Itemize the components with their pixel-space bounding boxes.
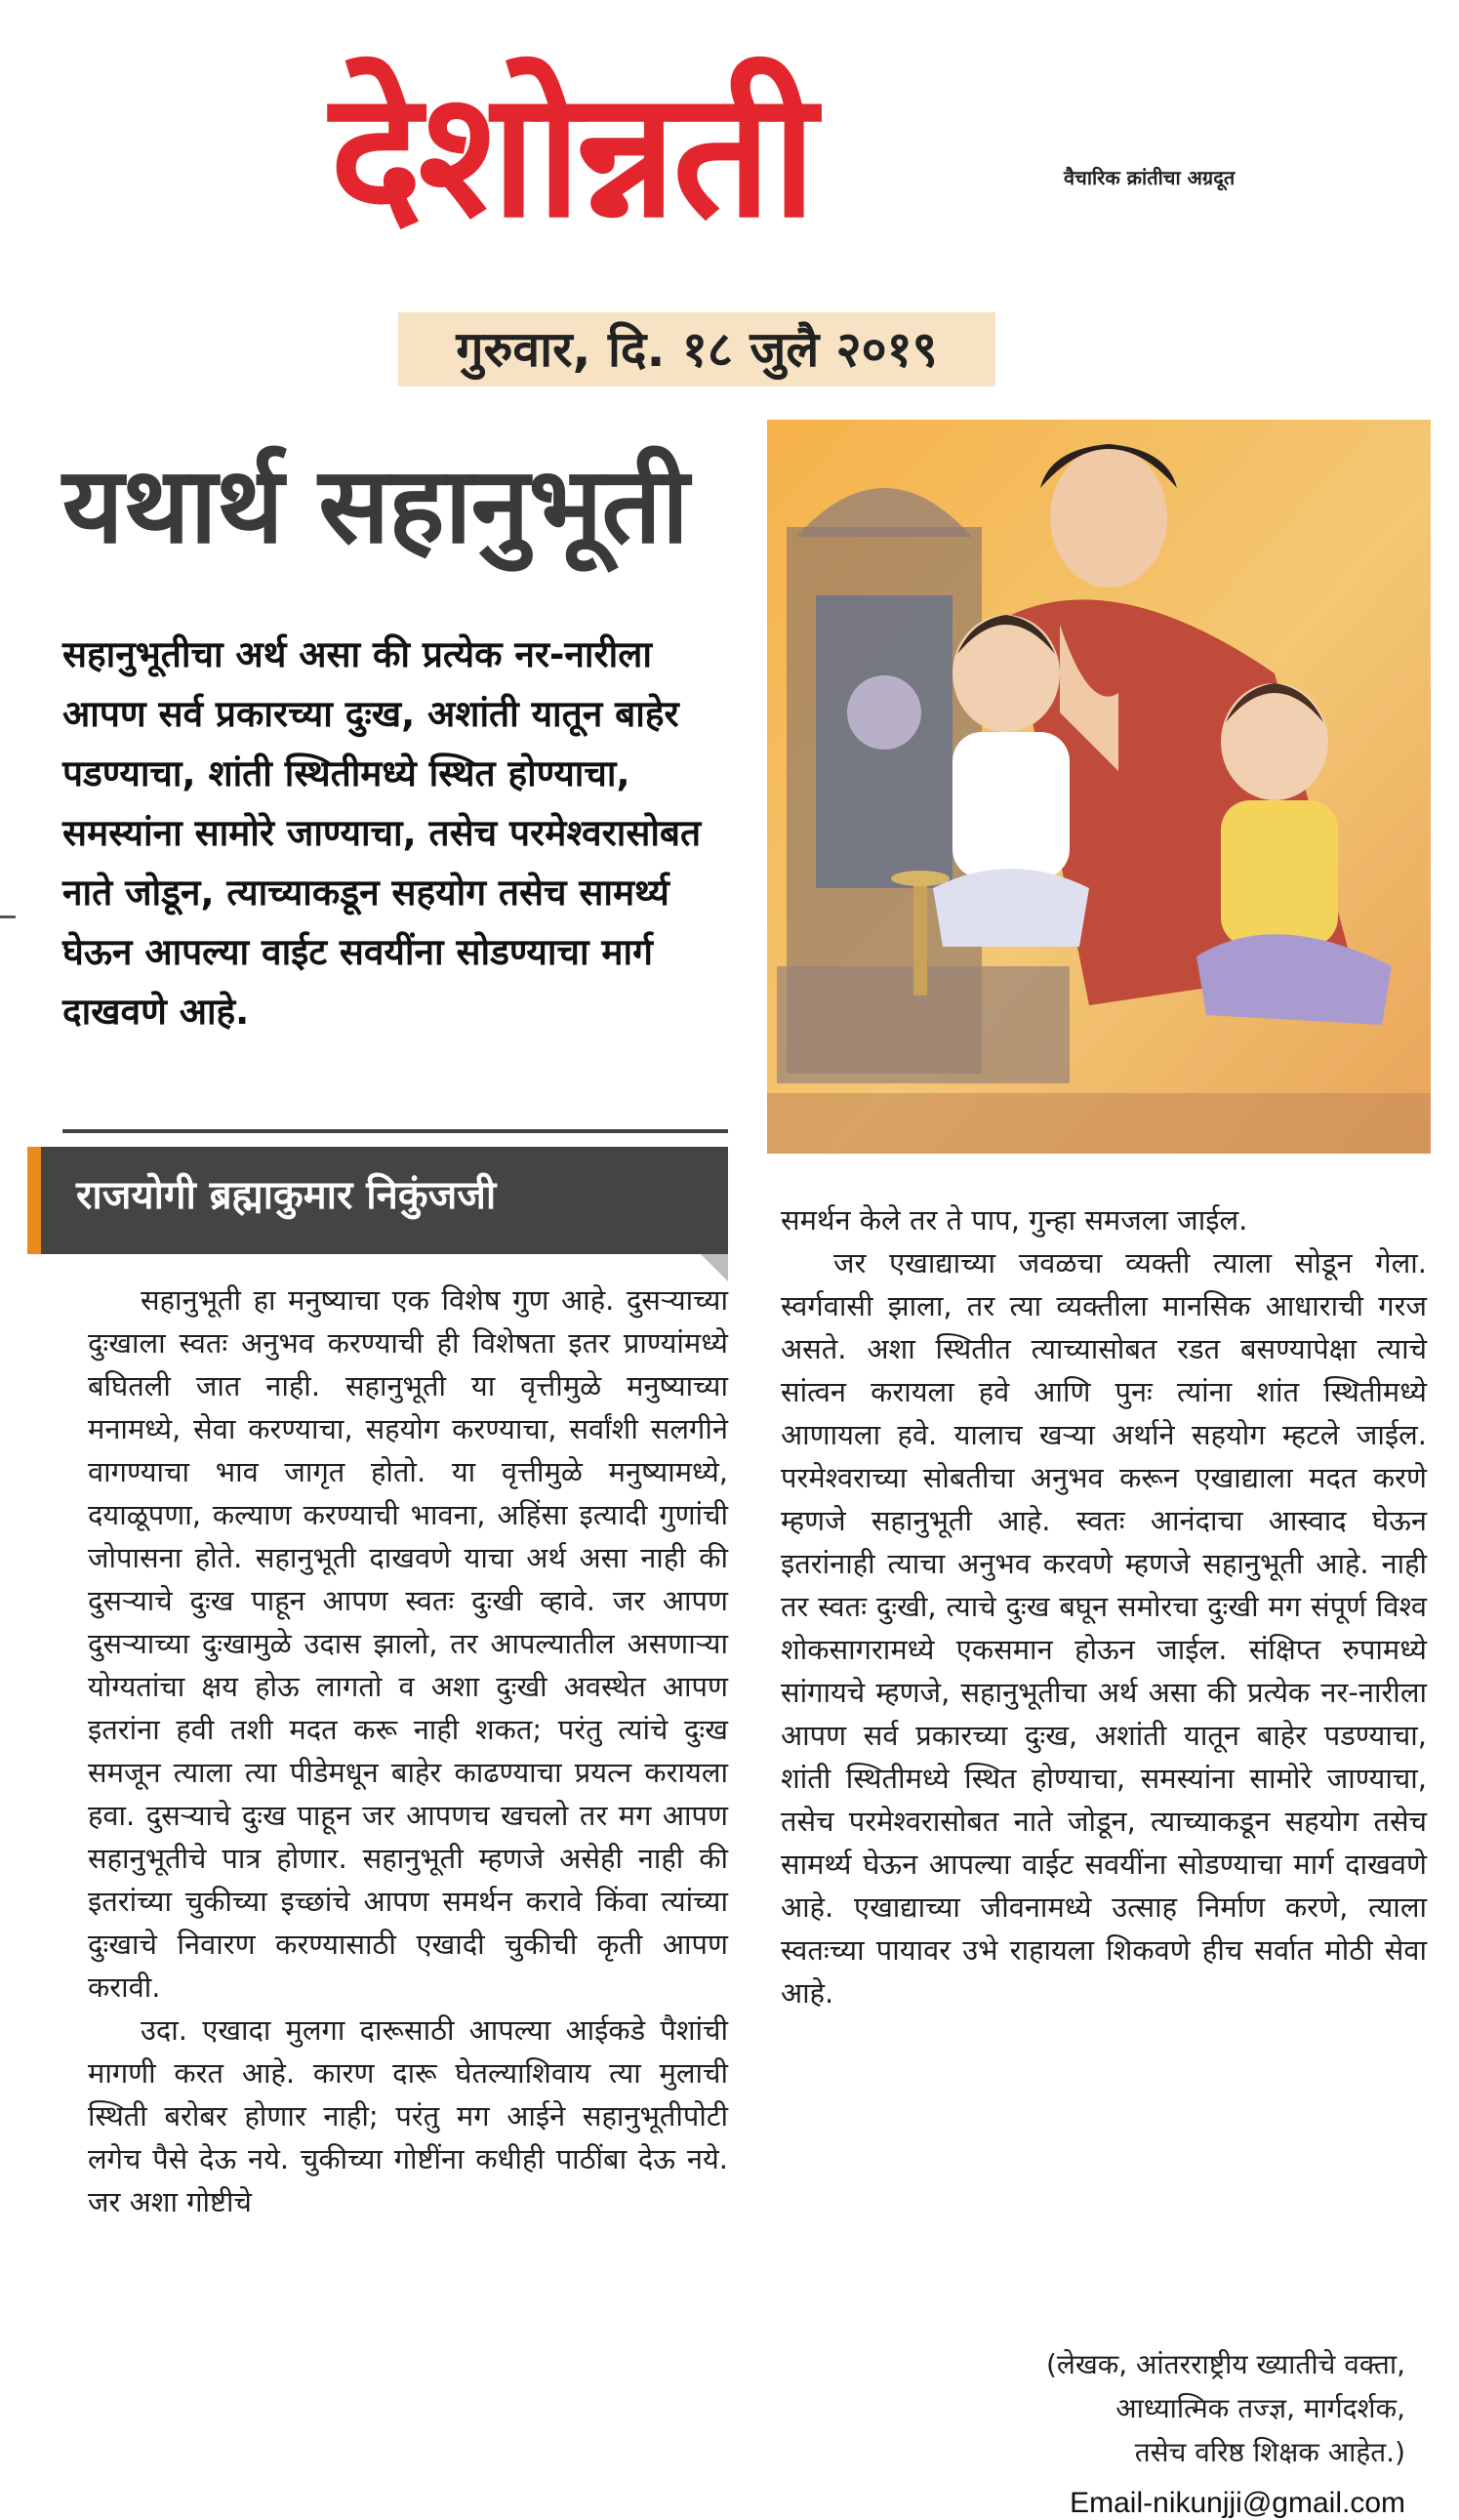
newspaper-tagline: वैचारिक क्रांतीचा अग्रदूत — [1064, 166, 1236, 189]
margin-mark — [0, 915, 16, 918]
article-headline: यथार्थ सहानुभूती — [62, 445, 688, 567]
author-note-line: तसेच वरिष्ठ शिक्षक आहेत.) — [1134, 2436, 1405, 2468]
author-byline: राजयोगी ब्रह्माकुमार निकुंजजी — [76, 1173, 497, 1218]
byline-fold-corner — [701, 1254, 728, 1281]
article-intro: सहानुभूतीचा अर्थ असा की प्रत्येक नर-नारीला आपण सर्व प्रकारच्या दुःख, अशांती यातून बाहेर पडण्याचा, शांती स्थितीमध्ये स्थित होण्याचा, समस्यांना सामोरे जाण्याचा, तसेच परमेश्वरासोबत नाते जोडून, त्याच्याकडून सहयोग तसेच सामर्थ्य घेऊन आपल्या वाईट सवयींना सोडण्याचा मार्ग दाखवणे आहे. — [62, 633, 702, 1033]
newspaper-logo: देशोन्नती — [330, 54, 813, 256]
article-photo — [767, 420, 1431, 1154]
author-note-line: (लेखक, आंतरराष्ट्रीय ख्यातीचे वक्ता, — [1045, 2348, 1405, 2380]
paragraph: जर एखाद्याच्या जवळचा व्यक्ती त्याला सोडून गेला. स्वर्गवासी झाला, तर त्या व्यक्तीला मानसिक आधाराची गरज असते. अशा स्थितीत त्याच्यासोबत रडत बसण्यापेक्षा त्याचे सांत्वन करायला हवे आणि पुनः त्यांना शांत स्थितीमध्ये आणायला हवे. यालाच खऱ्या अर्थाने सहयोग म्हटले जाईल. परमेश्वराच्या सोबतीचा अनुभव करून एखाद्याला मदत करणे म्हणजे सहानुभूती आहे. स्वतः आनंदाचा आस्वाद घेऊन इतरांनाही त्याचा अनुभव करवणे म्हणजे सहानुभूती आहे. नाही तर स्वतः दुःखी, त्याचे दुःख बघून समोरचा दुःखी मग संपूर्ण विश्व शोकसागरामध्ये एकसमान होऊन जाईल. संक्षिप्त रुपामध्ये सांगायचे म्हणजे, सहानुभूतीचा अर्थ असा की प्रत्येक नर-नारीला आपण सर्व प्रकारच्या दुःख, अशांती यातून बाहेर पडण्याचा, शांती स्थितीमध्ये स्थित होण्याचा, समस्यांना सामोरे जाण्याचा, तसेच परमेश्वरासोबत नाते जोडून, त्याच्याकडून सहयोग तसेच सामर्थ्य घेऊन आपल्या वाईट सवयींना सोडण्याचा मार्ग दाखवणे आहे. एखाद्याच्या जीवनामध्ये उत्साह निर्माण करणे, त्याला स्वतःच्या पायावर उभे राहायला शिकवणे हीच सर्वात मोठी सेवा आहे. — [781, 1246, 1427, 2010]
paragraph-continuation: समर्थन केले तर ते पाप, गुन्हा समजला जाईल. — [781, 1203, 1248, 1237]
paragraph: उदा. एखादा मुलगा दारूसाठी आपल्या आईकडे पैशांची मागणी करत आहे. कारण दारू घेतल्याशिवाय त्या मुलाची स्थिती बरोबर होणार नाही; परंतु मग आईने सहानुभूतीपोटी लगेच पैसे देऊ नये. चुकीच्या गोष्टींना कधीही पाठींबा देऊ नये. जर अशा गोष्टीचे — [88, 2013, 728, 2218]
publication-date: गुरुवार, दि. १८ जुलै २०१९ — [398, 312, 995, 386]
byline-band — [27, 1147, 728, 1254]
article-body-left — [88, 1279, 728, 2223]
author-email: Email-nikunjji@gmail.com — [1070, 2487, 1405, 2519]
byline-accent-bar — [27, 1147, 41, 1254]
article-body-right — [781, 1199, 1427, 2014]
masthead — [330, 54, 1236, 303]
author-note — [937, 2342, 1405, 2474]
divider — [62, 1129, 728, 1133]
paragraph: सहानुभूती हा मनुष्याचा एक विशेष गुण आहे. दुसऱ्याच्या दुःखाला स्वतः अनुभव करण्याची ही विशेषता इतर प्राण्यांमध्ये बघितली जात नाही. सहानुभूती या वृत्तीमुळे मनुष्याच्या मनामध्ये, सेवा करण्याचा, सहयोग करण्याचा, सर्वांशी सलगीने वागण्याचा भाव जागृत होतो. या वृत्तीमुळे मनुष्यामध्ये, दयाळूपणा, कल्याण करण्याची भावना, अहिंसा इत्यादी गुणांची जोपासना होते. सहानुभूती दाखवणे याचा अर्थ असा नाही की दुसऱ्याचे दुःख पाहून आपण स्वतः दुःखी व्हावे. जर आपण दुसऱ्याच्या दुःखामुळे उदास झालो, तर आपल्यातील असणाऱ्या योग्यतांचा क्षय होऊ लागतो व अशा दुःखी अवस्थेत आपण इतरांना हवी तशी मदत करू नाही शकत; परंतु त्यांचे दुःख समजून त्याला त्या पीडेमधून बाहेर काढण्याचा प्रयत्न करायला हवा. दुसऱ्याचे दुःख पाहून जर आपणच खचलो तर मग आपण सहानुभूतीचे पात्र होणार. सहानुभूती म्हणजे असेही नाही की इतरांच्या चुकीच्या इच्छांचे आपण समर्थन करावे किंवा त्यांच्या दुःखाचे निवारण करण्यासाठी एखादी चुकीची कृती आपण करावी. — [88, 1283, 728, 2004]
author-note-line: आध्यात्मिक तज्ज्ञ, मार्गदर्शक, — [1115, 2392, 1405, 2424]
prayer-illustration — [767, 420, 1431, 1154]
